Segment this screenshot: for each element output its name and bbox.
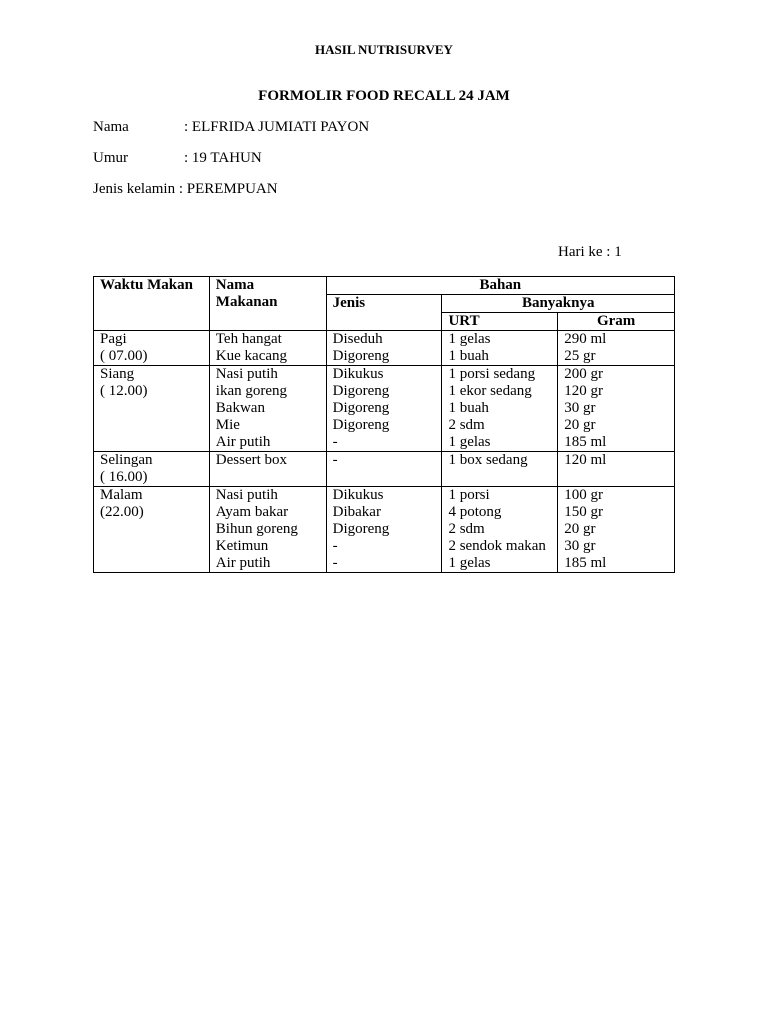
urt-value: 4 potong [448, 504, 502, 520]
gram-value: 25 gr [564, 348, 596, 364]
header-bahan: Bahan [326, 277, 674, 295]
cell-gram [558, 331, 675, 366]
urt-value: 1 gelas [448, 555, 491, 571]
jenis-value: Dibakar [332, 504, 381, 520]
nama-value: Air putih [215, 555, 271, 571]
nama-value: ikan goreng [215, 383, 288, 399]
meal-time-line: (22.00) [100, 504, 144, 520]
form-title: FORMOLIR FOOD RECALL 24 JAM [258, 88, 510, 104]
cell-waktu [94, 366, 210, 452]
cell-urt [442, 452, 558, 487]
jenis-value: Dikukus [332, 487, 384, 503]
gram-value: 100 gr [564, 487, 603, 503]
nama-value: Bakwan [215, 400, 265, 416]
gram-value: 30 gr [564, 400, 596, 416]
urt-value: 1 buah [448, 348, 489, 364]
gram-value: 185 ml [564, 434, 607, 450]
meal-time-line: ( 07.00) [100, 348, 148, 364]
jenis-value: - [332, 538, 338, 554]
nama-value: Mie [215, 417, 240, 433]
cell-nama [209, 452, 326, 487]
meal-time-line: Selingan [100, 452, 153, 468]
cell-urt [442, 366, 558, 452]
urt-value: 1 gelas [448, 434, 491, 450]
table-row [94, 331, 675, 366]
jenis-value: Digoreng [332, 400, 390, 416]
cell-urt [442, 487, 558, 573]
cell-jenis [326, 452, 442, 487]
gram-value: 120 ml [564, 452, 607, 468]
cell-jenis [326, 366, 442, 452]
jenis-value: Digoreng [332, 383, 390, 399]
nama-value: Nasi putih [215, 366, 278, 382]
gram-value: 150 gr [564, 504, 603, 520]
header-banyaknya: Banyaknya [442, 295, 675, 313]
jenis-value: Digoreng [332, 417, 390, 433]
cell-jenis [326, 331, 442, 366]
urt-value: 2 sdm [448, 521, 485, 537]
jenis-value: Digoreng [332, 521, 390, 537]
cell-jenis [326, 487, 442, 573]
meal-time-line: Siang [100, 366, 135, 382]
table-row [94, 452, 675, 487]
cell-gram [558, 366, 675, 452]
sex-line: Jenis kelamin : PEREMPUAN [93, 181, 278, 197]
urt-value: 1 porsi sedang [448, 366, 536, 382]
age-label: Umur [93, 150, 128, 166]
nama-value: Kue kacang [215, 348, 288, 364]
urt-value: 1 ekor sedang [448, 383, 532, 399]
jenis-value: Dikukus [332, 366, 384, 382]
meal-time-line: ( 16.00) [100, 469, 148, 485]
cell-urt [442, 331, 558, 366]
urt-value: 1 buah [448, 400, 489, 416]
gram-value: 120 gr [564, 383, 603, 399]
gram-value: 200 gr [564, 366, 603, 382]
header-urt: URT [442, 313, 558, 331]
nama-value: Ayam bakar [215, 504, 289, 520]
document-heading: HASIL NUTRISURVEY [315, 42, 453, 57]
meal-time-line: Malam [100, 487, 143, 503]
nama-value: Bihun goreng [215, 521, 298, 537]
jenis-value: - [332, 452, 338, 468]
nama-value: Air putih [215, 434, 271, 450]
day-label: Hari ke : 1 [558, 244, 622, 260]
jenis-value: - [332, 555, 338, 571]
jenis-value: Digoreng [332, 348, 390, 364]
name-value: : ELFRIDA JUMIATI PAYON [184, 119, 370, 135]
gram-value: 20 gr [564, 521, 596, 537]
nama-value: Dessert box [215, 452, 288, 468]
table-row [94, 366, 675, 452]
cell-waktu [94, 487, 210, 573]
header-nama-line2: Makanan [215, 294, 278, 310]
table-row [94, 487, 675, 573]
cell-nama [209, 331, 326, 366]
header-waktu-makan: Waktu Makan [94, 277, 210, 331]
header-gram: Gram [558, 313, 675, 331]
meal-time-line: ( 12.00) [100, 383, 148, 399]
urt-value: 2 sendok makan [448, 538, 546, 554]
header-nama-line1: Nama [215, 277, 255, 293]
nama-value: Ketimun [215, 538, 269, 554]
urt-value: 1 gelas [448, 331, 491, 347]
gram-value: 20 gr [564, 417, 596, 433]
header-jenis: Jenis [326, 295, 442, 331]
nama-value: Teh hangat [215, 331, 282, 347]
meal-time-line: Pagi [100, 331, 127, 347]
cell-gram [558, 487, 675, 573]
jenis-value: Diseduh [332, 331, 383, 347]
cell-waktu [94, 452, 210, 487]
cell-waktu [94, 331, 210, 366]
food-recall-table [93, 276, 675, 573]
table-body [94, 331, 675, 573]
urt-value: 1 box sedang [448, 452, 528, 468]
urt-value: 2 sdm [448, 417, 485, 433]
gram-value: 290 ml [564, 331, 607, 347]
age-value: : 19 TAHUN [184, 150, 262, 166]
jenis-value: - [332, 434, 338, 450]
cell-gram [558, 452, 675, 487]
cell-nama [209, 487, 326, 573]
gram-value: 30 gr [564, 538, 596, 554]
nama-value: Nasi putih [215, 487, 278, 503]
cell-nama [209, 366, 326, 452]
urt-value: 1 porsi [448, 487, 490, 503]
name-label: Nama [93, 119, 129, 135]
gram-value: 185 ml [564, 555, 607, 571]
header-nama-makanan [209, 277, 326, 331]
